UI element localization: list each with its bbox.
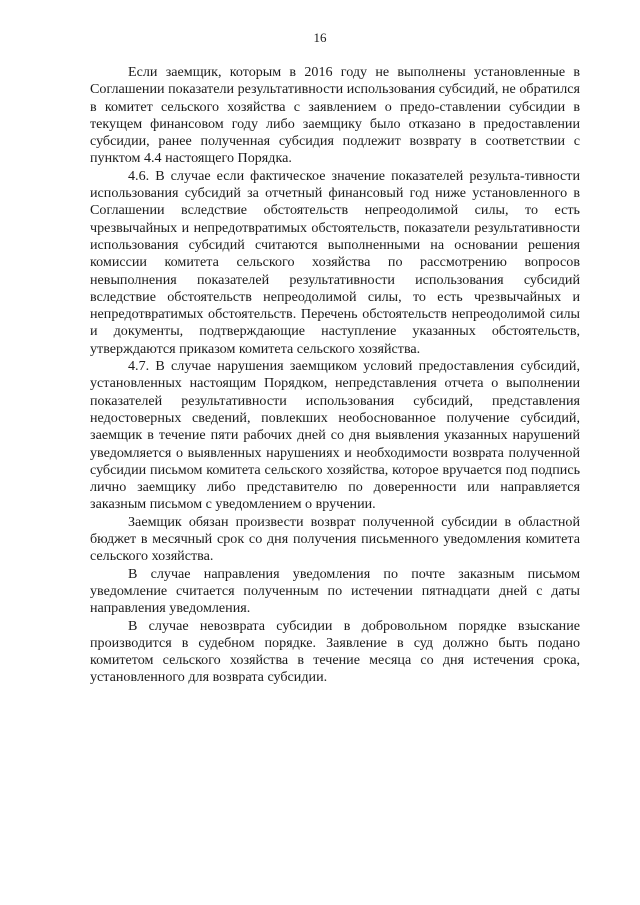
paragraph-4-6-force-majeure: 4.6. В случае если фактическое значение показателей результа-тивности использования субсидий за отчетный финансовый год ниже установленного в Соглашении вследствие обстоятельств непреодолимой силы, то есть чрезвычайных и непредотвратимых обстоятельств, показатели результативности использования субсидий считаются выполненными на основании решения комиссии комитета сельского хозяйства по рассмотрению вопросов невыполнения показателей результативности использования субсидий вследствие обстоятельств непреодолимой силы, то есть чрезвычайных и непредотвратимых обстоятельств. Перечень обстоятельств непреодолимой силы и документы, подтверждающие наступление указанных обстоятельств, утверждаются приказом комитета сельского хозяйства.: [90, 167, 580, 357]
page-number: 16: [313, 30, 327, 45]
paragraph-refund-obligation: Заемщик обязан произвести возврат полученной субсидии в областной бюджет в месячный срок со дня получения письменного уведомления комитета сельского хозяйства.: [90, 513, 580, 565]
document-body: [90, 64, 580, 687]
paragraph-court-recovery: В случае невозврата субсидии в добровольном порядке взыскание производится в судебном порядке. Заявление в суд должно быть подано комитетом сельского хозяйства в течение месяца со дня истечения срока, установленного для возврата субсидии.: [90, 617, 580, 686]
paragraph-mail-notification: В случае направления уведомления по почте заказным письмом уведомление считается полученным по истечении пятнадцати дней с даты направления уведомления.: [90, 565, 580, 617]
paragraph-4-7-violation: 4.7. В случае нарушения заемщиком условий предоставления субсидий, установленных настоящим Порядком, непредставления отчета о выполнении показателей результативности использования субсидий, представления недостоверных сведений, повлекших необоснованное получение субсидий, заемщик в течение пяти рабочих дней со дня выявления указанных нарушений уведомляется о выявленных нарушениях и необходимости возврата полученной субсидии письмом комитета сельского хозяйства, которое вручается под подпись лично заемщику либо представителю по доверенности или направляется заказным письмом с уведомлением о вручении.: [90, 358, 580, 513]
paragraph-refund-2016: Если заемщик, которым в 2016 году не выполнены установленные в Соглашении показатели результативности использования субсидий, не обратился в комитет сельского хозяйства с заявлением о предо-ставлении субсидии в текущем финансовом году либо заемщику было отказано в предоставлении субсидии, ранее полученная субсидия подлежит возврату в соответствии с пунктом 4.4 настоящего Порядка.: [90, 64, 580, 167]
